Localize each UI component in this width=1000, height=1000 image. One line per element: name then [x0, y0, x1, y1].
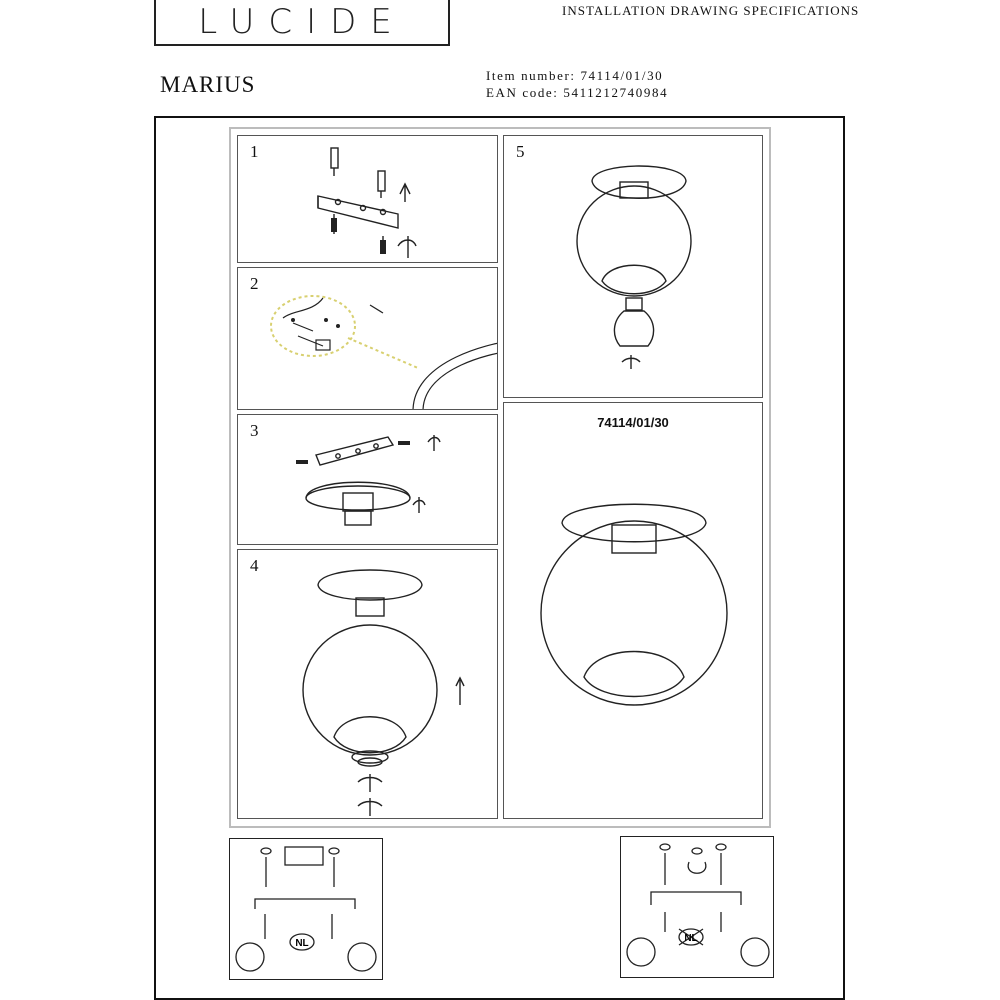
bracket-mounting-illustration: [238, 136, 498, 263]
bulb-insertion-illustration: [504, 136, 763, 398]
logo-wordmark: LUCIDE: [198, 2, 406, 42]
product-name: MARIUS: [160, 72, 256, 97]
step-number: 3: [250, 421, 259, 440]
brand-logo: [154, 0, 450, 46]
step-2-panel: [237, 267, 498, 410]
document-title: INSTALLATION DRAWING SPECIFICATIONS: [562, 3, 860, 18]
wiring-diagram-left: [229, 838, 383, 980]
product-view-panel: [503, 402, 763, 819]
product-code-label: 74114/01/30: [597, 415, 669, 430]
wiring-connection-illustration: [238, 268, 498, 410]
step-number: 4: [250, 556, 259, 575]
wiring-diagram-right: [620, 836, 774, 978]
step-4-panel: [237, 549, 498, 819]
nl-badge: NL: [295, 938, 309, 949]
assembled-lamp-illustration: [504, 403, 763, 819]
step-3-panel: [237, 414, 498, 545]
step-number: 2: [250, 274, 259, 293]
step-1-panel: [237, 135, 498, 263]
ean-code: EAN code: 5411212740984: [486, 85, 669, 100]
step-5-panel: [503, 135, 763, 398]
step-number: 1: [250, 142, 259, 161]
step-number: 5: [516, 142, 525, 161]
canopy-fixing-illustration: [238, 415, 498, 545]
globe-mounting-illustration: [238, 550, 498, 819]
nl-badge-crossed: NL: [684, 933, 698, 944]
item-number: Item number: 74114/01/30: [486, 68, 664, 83]
